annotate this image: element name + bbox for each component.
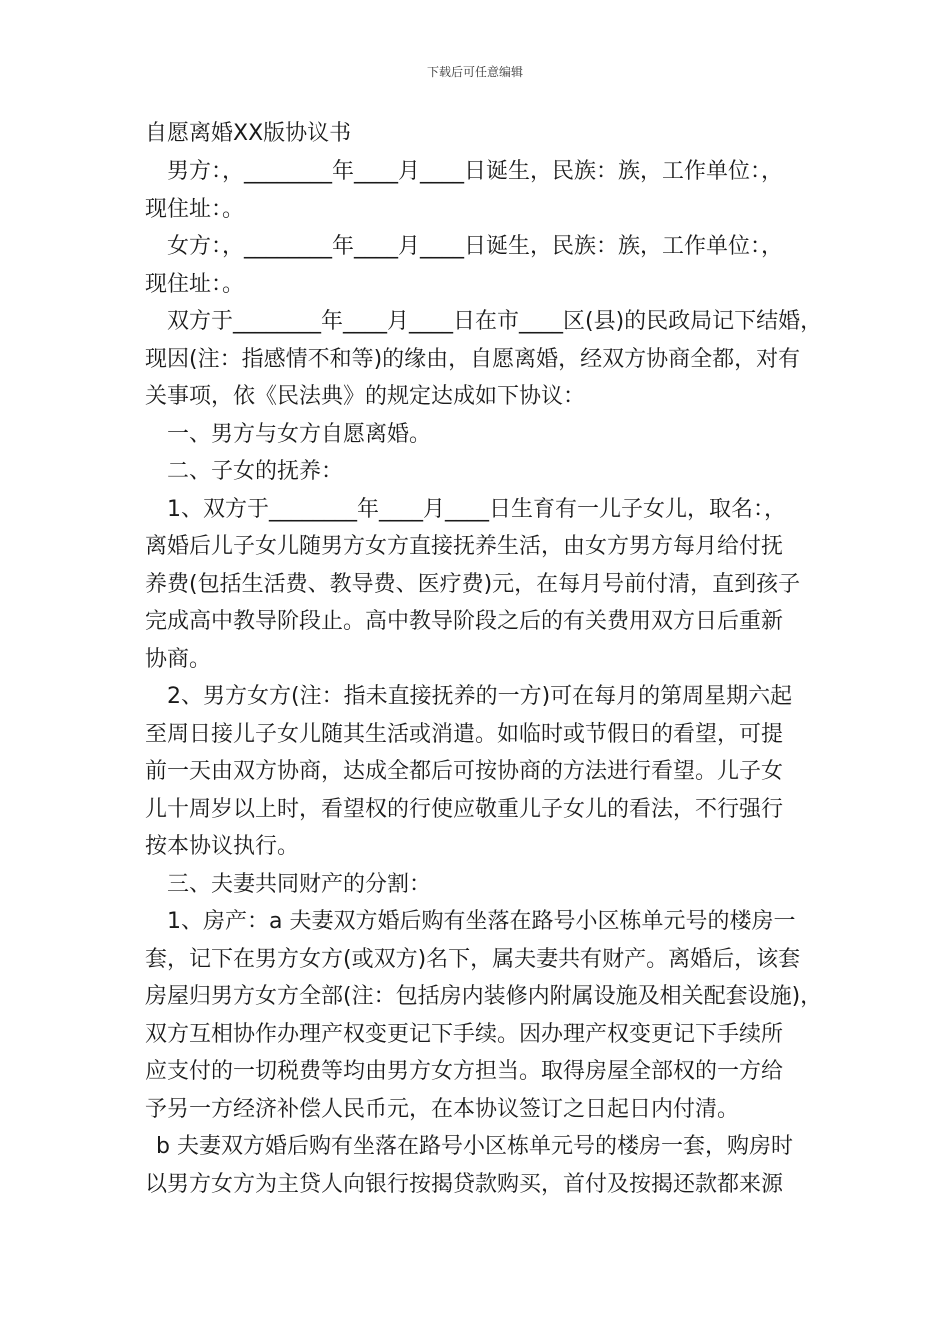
text-line: 现住址：。 bbox=[145, 271, 245, 297]
text-line: 现住址：。 bbox=[145, 196, 245, 222]
text-line: 关事项，依《民法典》的规定达成如下协议： bbox=[145, 384, 586, 409]
text-line: 双方于________年____月____日在市____区(县)的民政局记下结婚， bbox=[167, 309, 823, 334]
text-line: 儿十周岁以上时，看望权的行使应敬重儿子女儿的看法，不行强行 bbox=[145, 796, 784, 822]
text-line: b 夫妻双方婚后购有坐落在路号小区栋单元号的楼房一套，购房时 bbox=[156, 1134, 793, 1159]
document-title: 自愿离婚XX版协议书 bbox=[145, 121, 352, 146]
text-line: 三、夫妻共同财产的分割： bbox=[167, 871, 432, 897]
text-line: 2、男方女方(注：指未直接抚养的一方)可在每月的第周星期六起 bbox=[167, 684, 793, 709]
text-line: 离婚后儿子女儿随男方女方直接抚养生活，由女方男方每月给付抚 bbox=[145, 534, 784, 559]
text-line: 至周日接儿子女儿随其生活或消遣。如临时或节假日的看望，可提 bbox=[145, 721, 784, 747]
text-line: 以男方女方为主贷人向银行按揭贷款购买，首付及按揭还款都来源 bbox=[145, 1171, 784, 1197]
text-line: 女方：，________年____月____日诞生，民族：族，工作单位：， bbox=[167, 234, 784, 259]
text-line: 按本协议执行。 bbox=[145, 834, 300, 859]
text-line: 1、房产：a 夫妻双方婚后购有坐落在路号小区栋单元号的楼房一 bbox=[167, 909, 796, 934]
text-line: 一、男方与女方自愿离婚。 bbox=[167, 421, 432, 447]
text-line: 房屋归男方女方全部(注：包括房内装修内附属设施及相关配套设施)， bbox=[145, 984, 823, 1009]
text-line: 双方互相协作办理产权变更记下手续。因办理产权变更记下手续所 bbox=[145, 1021, 784, 1047]
text-line: 套，记下在男方女方(或双方)名下，属夫妻共有财产。离婚后，该套 bbox=[145, 946, 801, 972]
text-line: 现因(注：指感情不和等)的缘由，自愿离婚，经双方协商全都，对有 bbox=[145, 346, 801, 372]
text-line: 养费(包括生活费、教导费、医疗费)元，在每月号前付清，直到孩子 bbox=[145, 571, 801, 597]
text-line: 协商。 bbox=[145, 646, 212, 672]
text-line: 1、双方于________年____月____日生育有一儿子女儿，取名：， bbox=[167, 496, 786, 522]
text-line: 前一天由双方协商，达成全都后可按协商的方法进行看望。儿子女 bbox=[145, 759, 784, 784]
text-line: 男方：，________年____月____日诞生，民族：族，工作单位：， bbox=[167, 159, 784, 184]
text-line: 二、子女的抚养： bbox=[167, 459, 344, 484]
text-line: 完成高中教导阶段止。高中教导阶段之后的有关费用双方日后重新 bbox=[145, 609, 784, 634]
text-line: 予另一方经济补偿人民币元，在本协议签订之日起日内付清。 bbox=[145, 1096, 740, 1122]
page-header: 下载后可任意编辑 bbox=[426, 65, 523, 79]
document-body bbox=[145, 115, 823, 1203]
text-line: 应支付的一切税费等均由男方女方担当。取得房屋全部权的一方给 bbox=[145, 1059, 784, 1084]
